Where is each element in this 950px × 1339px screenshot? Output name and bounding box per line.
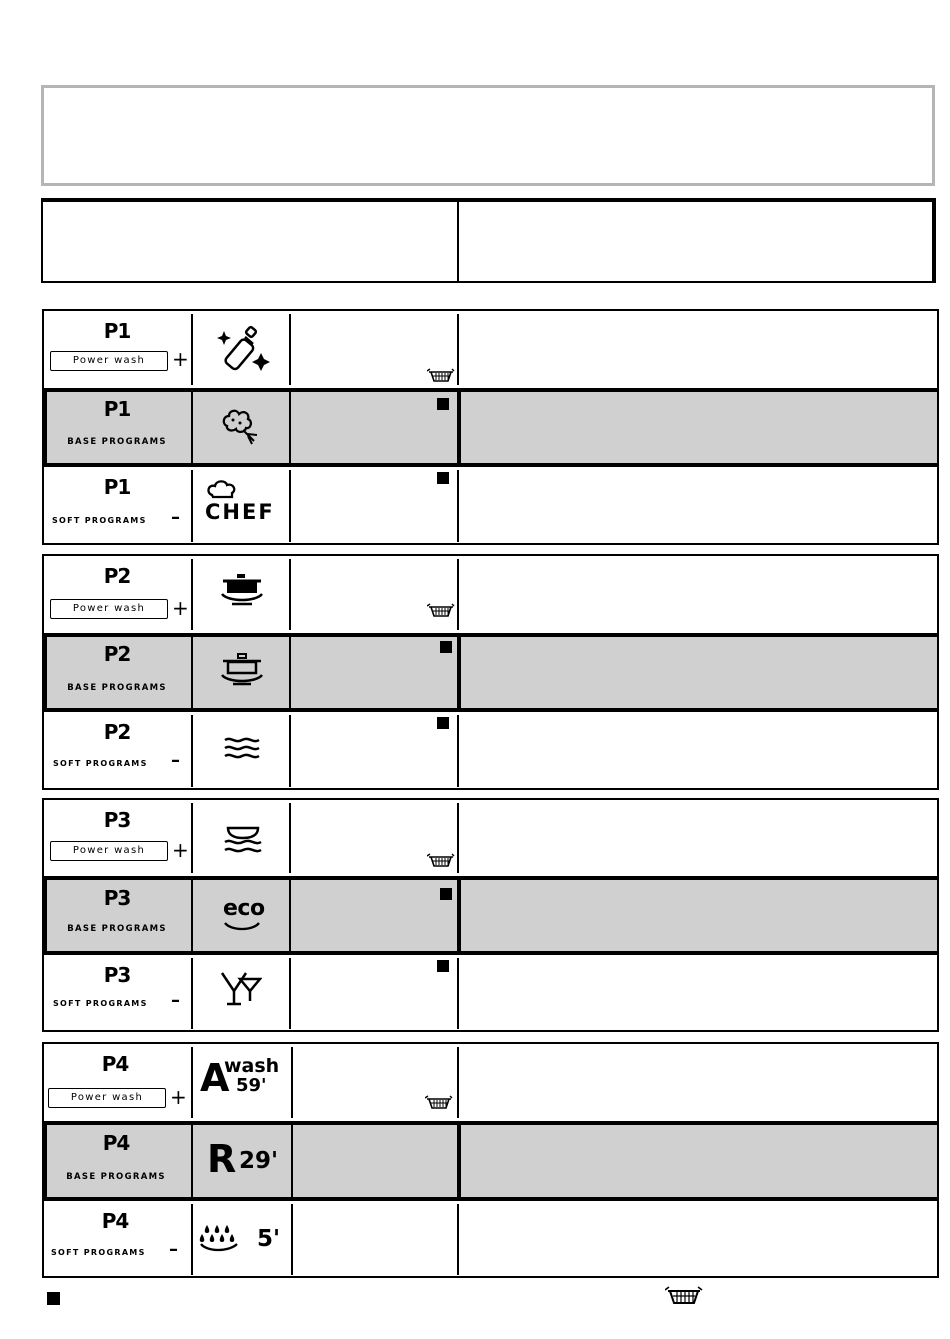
program-number: P1 (103, 319, 131, 343)
program-category: SOFT PROGRAMS (53, 759, 148, 768)
program-row-power-wash (44, 556, 937, 633)
program-row-base (44, 633, 937, 712)
square-marker (47, 1292, 60, 1305)
basket-icon (427, 367, 455, 383)
power-wash-button[interactable]: Power wash (50, 351, 168, 371)
table-header (41, 198, 936, 283)
square-marker (440, 641, 452, 653)
program-row-base (44, 1121, 937, 1201)
program-number: P3 (103, 886, 131, 910)
program-row-soft (44, 1201, 937, 1278)
program-number: P2 (103, 642, 131, 666)
program-category: BASE PROGRAMS (67, 683, 167, 693)
program-group-p2 (42, 554, 939, 790)
program-row-power-wash (44, 800, 937, 876)
power-wash-button[interactable]: Power wash (50, 599, 168, 619)
power-wash-button[interactable]: Power wash (50, 841, 168, 861)
minus-sign: – (171, 750, 180, 771)
auto-wash-icon: A wash 59' (200, 1055, 280, 1100)
program-number: P1 (103, 397, 131, 421)
eco-icon: eco (221, 896, 267, 936)
pot-normal-icon (220, 652, 264, 692)
program-category: SOFT PROGRAMS (51, 1248, 146, 1257)
plus-sign: + (172, 838, 189, 862)
program-group-p4 (42, 1042, 939, 1278)
plus-sign: + (172, 347, 189, 371)
minus-sign: – (171, 990, 180, 1011)
program-category: BASE PROGRAMS (67, 924, 167, 934)
minus-sign: – (171, 507, 180, 528)
heavy-soil-icon (219, 404, 263, 448)
basket-icon (425, 1094, 453, 1110)
rapid-icon: R 29' (207, 1137, 279, 1181)
square-marker (440, 888, 452, 900)
power-wash-button[interactable]: Power wash (48, 1088, 166, 1108)
program-category: SOFT PROGRAMS (53, 999, 148, 1008)
program-number: P4 (101, 1209, 129, 1233)
program-row-power-wash (44, 311, 937, 388)
square-marker (437, 398, 449, 410)
program-number: P4 (102, 1131, 130, 1155)
prewash-icon: 5' (199, 1223, 289, 1259)
program-number: P3 (103, 808, 131, 832)
baby-bottle-icon (214, 325, 274, 375)
plus-sign: + (172, 596, 189, 620)
plus-sign: + (170, 1085, 187, 1109)
program-category: BASE PROGRAMS (67, 437, 167, 447)
program-category: SOFT PROGRAMS (52, 516, 147, 525)
program-row-soft (44, 712, 937, 790)
glasses-icon (218, 969, 262, 1009)
square-marker (437, 960, 449, 972)
square-marker (437, 472, 449, 484)
program-row-soft (44, 955, 937, 1032)
program-category: BASE PROGRAMS (66, 1172, 166, 1182)
program-group-p3 (42, 798, 939, 1032)
basket-icon (427, 852, 455, 868)
program-number: P3 (103, 963, 131, 987)
delicate-waves-icon (223, 736, 261, 766)
program-group-p1 (42, 309, 939, 545)
program-row-soft (44, 467, 937, 545)
program-number: P1 (103, 475, 131, 499)
program-row-base (44, 388, 937, 467)
square-marker (437, 717, 449, 729)
program-row-base (44, 876, 937, 955)
minus-sign: – (169, 1239, 178, 1260)
title-box (41, 85, 935, 186)
program-row-power-wash (44, 1044, 937, 1121)
pot-intensive-icon (220, 572, 264, 612)
basket-icon (427, 602, 455, 618)
header-divider (457, 202, 459, 281)
bowl-waves-icon (222, 822, 264, 858)
basket-icon (665, 1285, 703, 1305)
program-number: P2 (103, 564, 131, 588)
program-number: P2 (103, 720, 131, 744)
program-number: P4 (101, 1052, 129, 1076)
chef-icon: CHEF (204, 479, 284, 529)
